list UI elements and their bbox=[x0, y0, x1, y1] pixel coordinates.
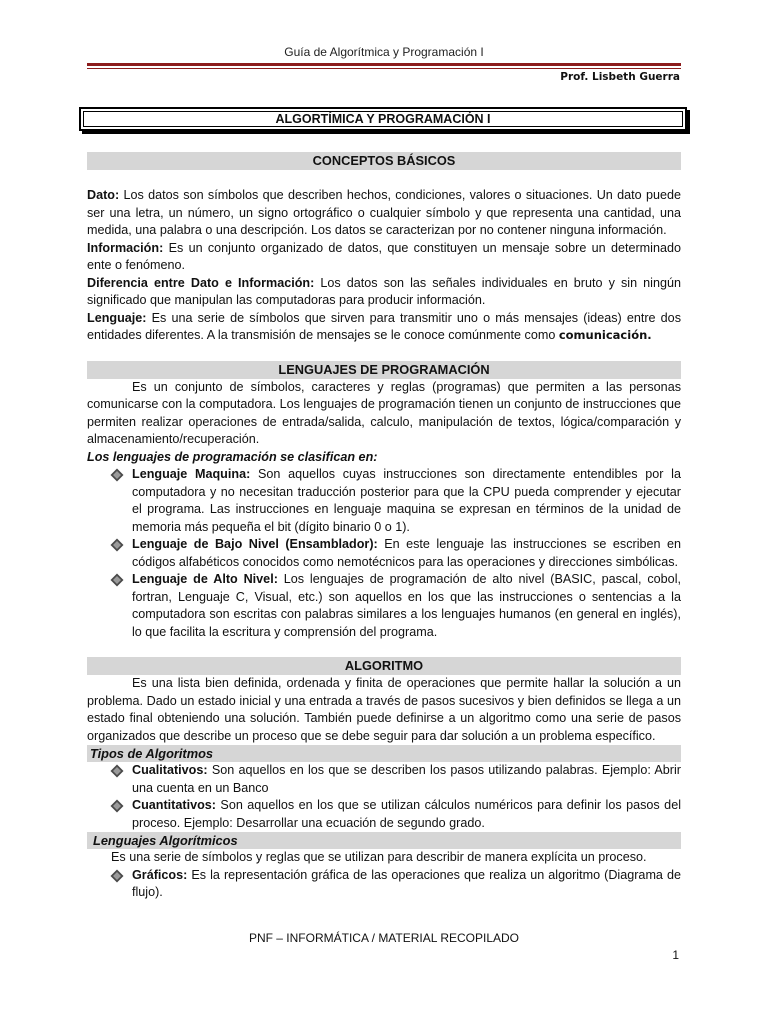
diamond-bullet-icon bbox=[110, 573, 124, 587]
main-title-box bbox=[79, 107, 687, 131]
diamond-bullet-icon bbox=[110, 799, 124, 813]
classify-heading: Los lenguajes de programación se clasifican en: bbox=[87, 449, 378, 464]
term: Lenguaje de Alto Nivel: bbox=[132, 572, 278, 586]
item-text: Es la representación gráfica de las operaciones que realiza un algoritmo (Diagrama de flujo). bbox=[132, 867, 681, 899]
list-item bbox=[132, 466, 681, 536]
item-text: Los lenguajes de programación de alto nivel (BASIC, pascal, cobol, fortran, Lenguaje C, Visual, etc.) son aquellos en los que las instrucciones o sentencias a la computadora son escritas con palabras similares a los lenguajes humanos (en general en inglés), lo que facilita la escritura y comprensión del programa. bbox=[132, 572, 681, 639]
term-diferencia: Diferencia entre Dato e Información: bbox=[87, 275, 315, 290]
text-lenguaje: Es una serie de símbolos que sirven para transmitir uno o más mensajes (ideas) entre dos entidades diferentes. A la transmisión de mensajes se le conoce comúnmente como bbox=[87, 310, 681, 342]
text-diferencia: Los datos son las señales individuales en bruto y sin ningún significado que manipulan las computadoras para producir información. bbox=[87, 275, 681, 307]
diamond-bullet-icon bbox=[110, 538, 124, 552]
list-item bbox=[132, 536, 681, 571]
bullet-list-tipos bbox=[87, 762, 681, 832]
section-heading-conceptos: CONCEPTOS BÁSICOS bbox=[87, 152, 681, 170]
item-text: En este lenguaje las instrucciones se escriben en códigos alfabéticos conocidos como nemotécnicos para las operaciones y direcciones simbólicas. bbox=[132, 537, 682, 569]
list-item bbox=[132, 797, 681, 832]
diamond-bullet-icon bbox=[110, 468, 124, 482]
term-dato: Dato: bbox=[87, 188, 120, 202]
paragraph-lenguajes-intro: Es un conjunto de símbolos, caracteres y reglas (programas) que permiten a las personas comunicarse con la computadora. Los lenguajes de programación tienen un conjunto de instrucciones que permiten realizar operaciones de entrada/salida, calculo, manipulación de textos, lógica/comparación y almacenamiento/recuperación. bbox=[87, 379, 681, 446]
paragraph-dato bbox=[87, 187, 681, 240]
text-dato: Los datos son símbolos que describen hechos, condiciones, valores o situaciones. Un dato puede ser una letra, un número, un signo ortográfico o cualquier símbolo y que representa una cantidad, una medida, una palabra o una descripción. Los datos se caracterizan por no contener ninguna información. bbox=[87, 188, 681, 237]
item-text: Son aquellos cuyas instrucciones son directamente entendibles por la computadora y no necesitan traducción posterior para que la CPU pueda comprender y ejecutar el programa. Las instrucciones en lenguaje maquina se expresan en términos de la unidad de memoria más pequeña el bit (dígito binario 0 o 1). bbox=[132, 467, 681, 534]
term: Lenguaje de Bajo Nivel (Ensamblador): bbox=[132, 537, 378, 551]
term-informacion: Información: bbox=[87, 240, 164, 255]
list-item bbox=[132, 762, 681, 797]
subheading-tipos: Tipos de Algoritmos bbox=[87, 745, 681, 762]
bullet-list-lenguajes bbox=[87, 466, 681, 641]
paragraph-lenguaje bbox=[87, 310, 681, 345]
content-body bbox=[87, 152, 681, 902]
main-title: ALGORTÍMICA Y PROGRAMACIÓN I bbox=[275, 112, 491, 126]
term: Cualitativos: bbox=[132, 763, 208, 777]
section-heading-lenguajes: LENGUAJES DE PROGRAMACIÓN bbox=[87, 361, 681, 379]
bullet-list-lenguajes-algoritmicos bbox=[87, 867, 681, 902]
diamond-bullet-icon bbox=[110, 869, 124, 883]
text-informacion: Es un conjunto organizado de datos, que constituyen un mensaje sobre un determinado ente o fenómeno. bbox=[87, 240, 681, 272]
paragraph-lenguajes-algoritmicos: Es una serie de símbolos y reglas que se utilizan para describir de manera explícita un proceso. bbox=[111, 850, 647, 864]
header-author: Prof. Lisbeth Guerra bbox=[560, 71, 680, 83]
item-text: Son aquellos en los que se describen los pasos utilizando palabras. Ejemplo: Abrir una cuenta en un Banco bbox=[132, 763, 681, 795]
term: Lenguaje Maquina: bbox=[132, 467, 251, 481]
term-lenguaje: Lenguaje: bbox=[87, 310, 147, 325]
paragraph-diferencia bbox=[87, 275, 681, 310]
footer-text: PNF – INFORMÁTICA / MATERIAL RECOPILADO bbox=[248, 931, 520, 945]
section-heading-algoritmo: ALGORITMO bbox=[87, 657, 681, 675]
list-item bbox=[132, 867, 681, 902]
subheading-lenguajes-algoritmicos: Lenguajes Algorítmicos bbox=[87, 832, 681, 849]
item-text: Son aquellos en los que se utilizan cálculos numéricos para definir los pasos del proceso. Ejemplo: Desarrollar una ecuación de segundo grado. bbox=[132, 798, 681, 830]
header-title: Guía de Algorítmica y Programación I bbox=[284, 45, 484, 59]
page-number: 1 bbox=[672, 948, 679, 962]
list-item bbox=[132, 571, 681, 641]
paragraph-algoritmo-intro: Es una lista bien definida, ordenada y finita de operaciones que permite hallar la solución a un problema. Dado un estado inicial y una entrada a través de pasos sucesivos y bien definidos se llega a un estado final obteniendo una solución. También puede definirse a un algoritmo como una serie de pasos organizados que describe un proceso que se debe seguir para dar solución a un problema específico. bbox=[87, 676, 681, 743]
term-comunicacion: comunicación. bbox=[558, 328, 652, 342]
header-rule-thin bbox=[87, 68, 681, 69]
paragraph-informacion bbox=[87, 240, 681, 275]
term: Cuantitativos: bbox=[132, 798, 216, 812]
header-rule-thick bbox=[87, 63, 681, 66]
diamond-bullet-icon bbox=[110, 764, 124, 778]
term: Gráficos: bbox=[132, 867, 188, 882]
